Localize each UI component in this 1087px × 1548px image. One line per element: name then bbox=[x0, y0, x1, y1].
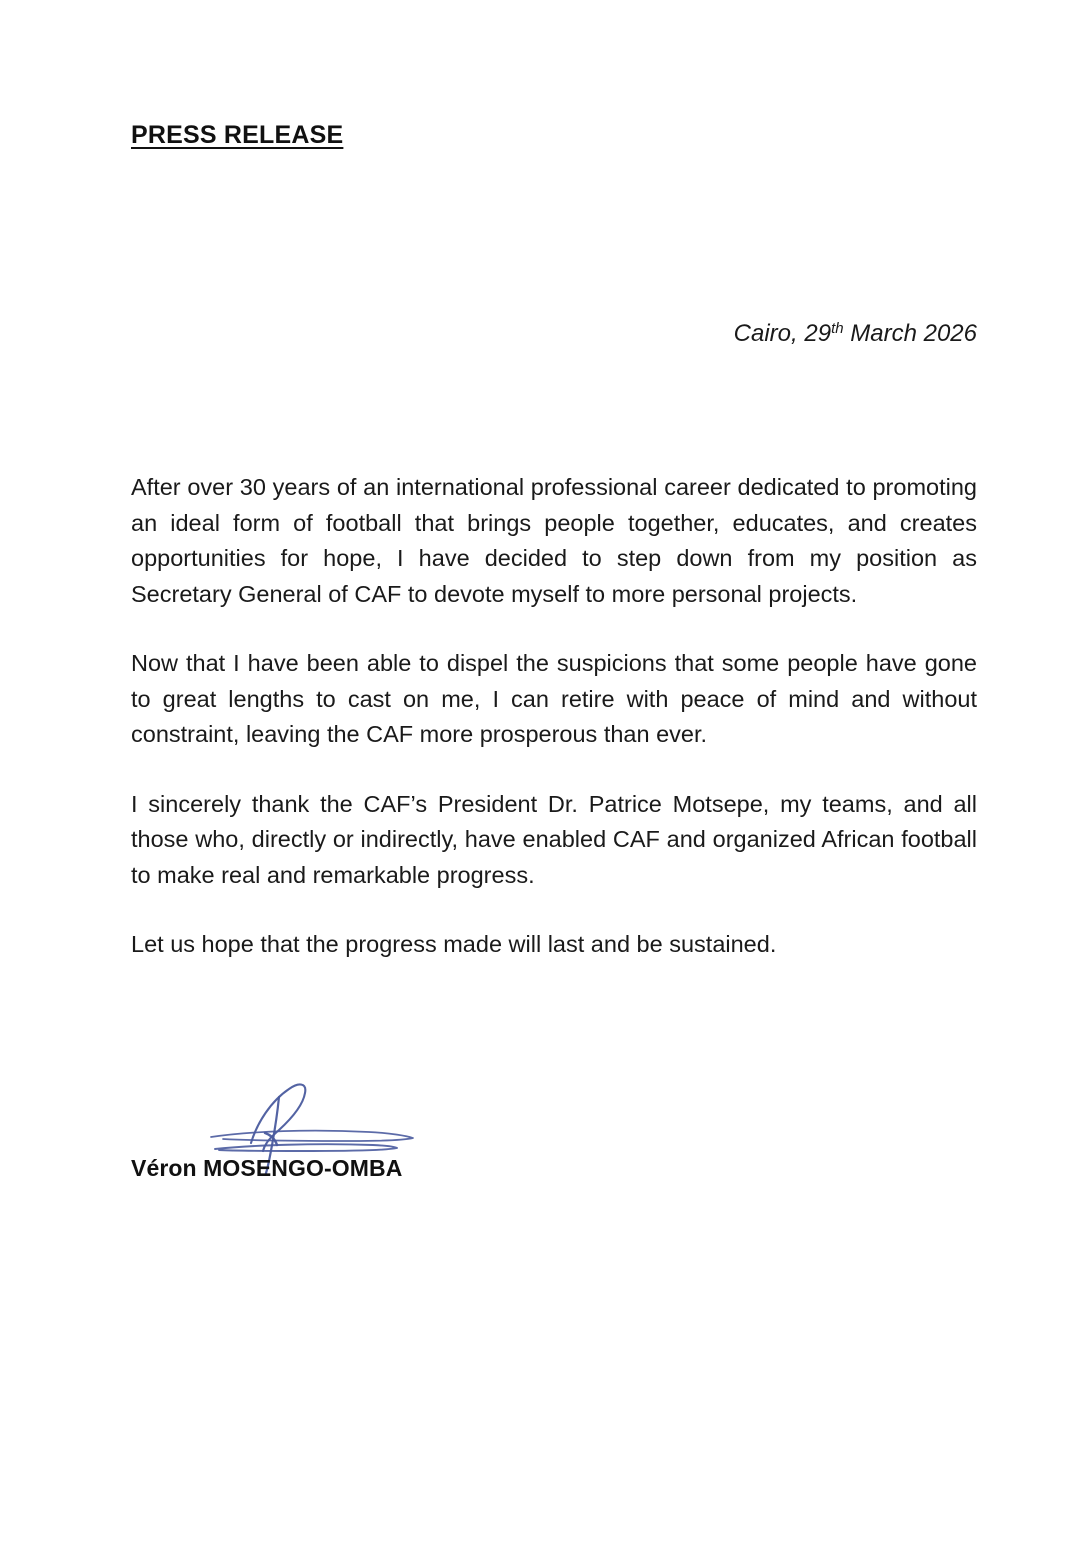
dateline-city: Cairo, bbox=[733, 320, 798, 347]
body-paragraph: I sincerely thank the CAF’s President Dr. Patrice Motsepe, my teams, and all those who, directly or indirectly, have enabled CAF and organized African football to make real and remarkable progress. bbox=[131, 790, 977, 888]
dateline-day: 29 bbox=[804, 320, 832, 347]
dateline bbox=[131, 320, 977, 348]
letter-body bbox=[131, 470, 977, 963]
dateline-month-year: March 2026 bbox=[850, 320, 977, 347]
body-paragraph: Now that I have been able to dispel the suspicions that some people have gone to great lengths to cast on me, I can retire with peace of mind and without constraint, leaving the CAF more prosperous than ever. bbox=[131, 650, 977, 747]
body-paragraph: Let us hope that the progress made will last and be sustained. bbox=[131, 931, 777, 957]
signer-name: Véron MOSENGO-OMBA bbox=[131, 1155, 403, 1181]
page-title: PRESS RELEASE bbox=[131, 121, 344, 149]
signature-block bbox=[131, 1075, 551, 1190]
body-paragraph: After over 30 years of an international professional career dedicated to promoting an ideal form of football that brings people together, educates, and creates opportunities for hope, I have decided to step down from my position as Secretary General of CAF to devote myself to more personal projects. bbox=[131, 474, 977, 607]
dateline-ordinal-suffix: th bbox=[831, 320, 844, 337]
